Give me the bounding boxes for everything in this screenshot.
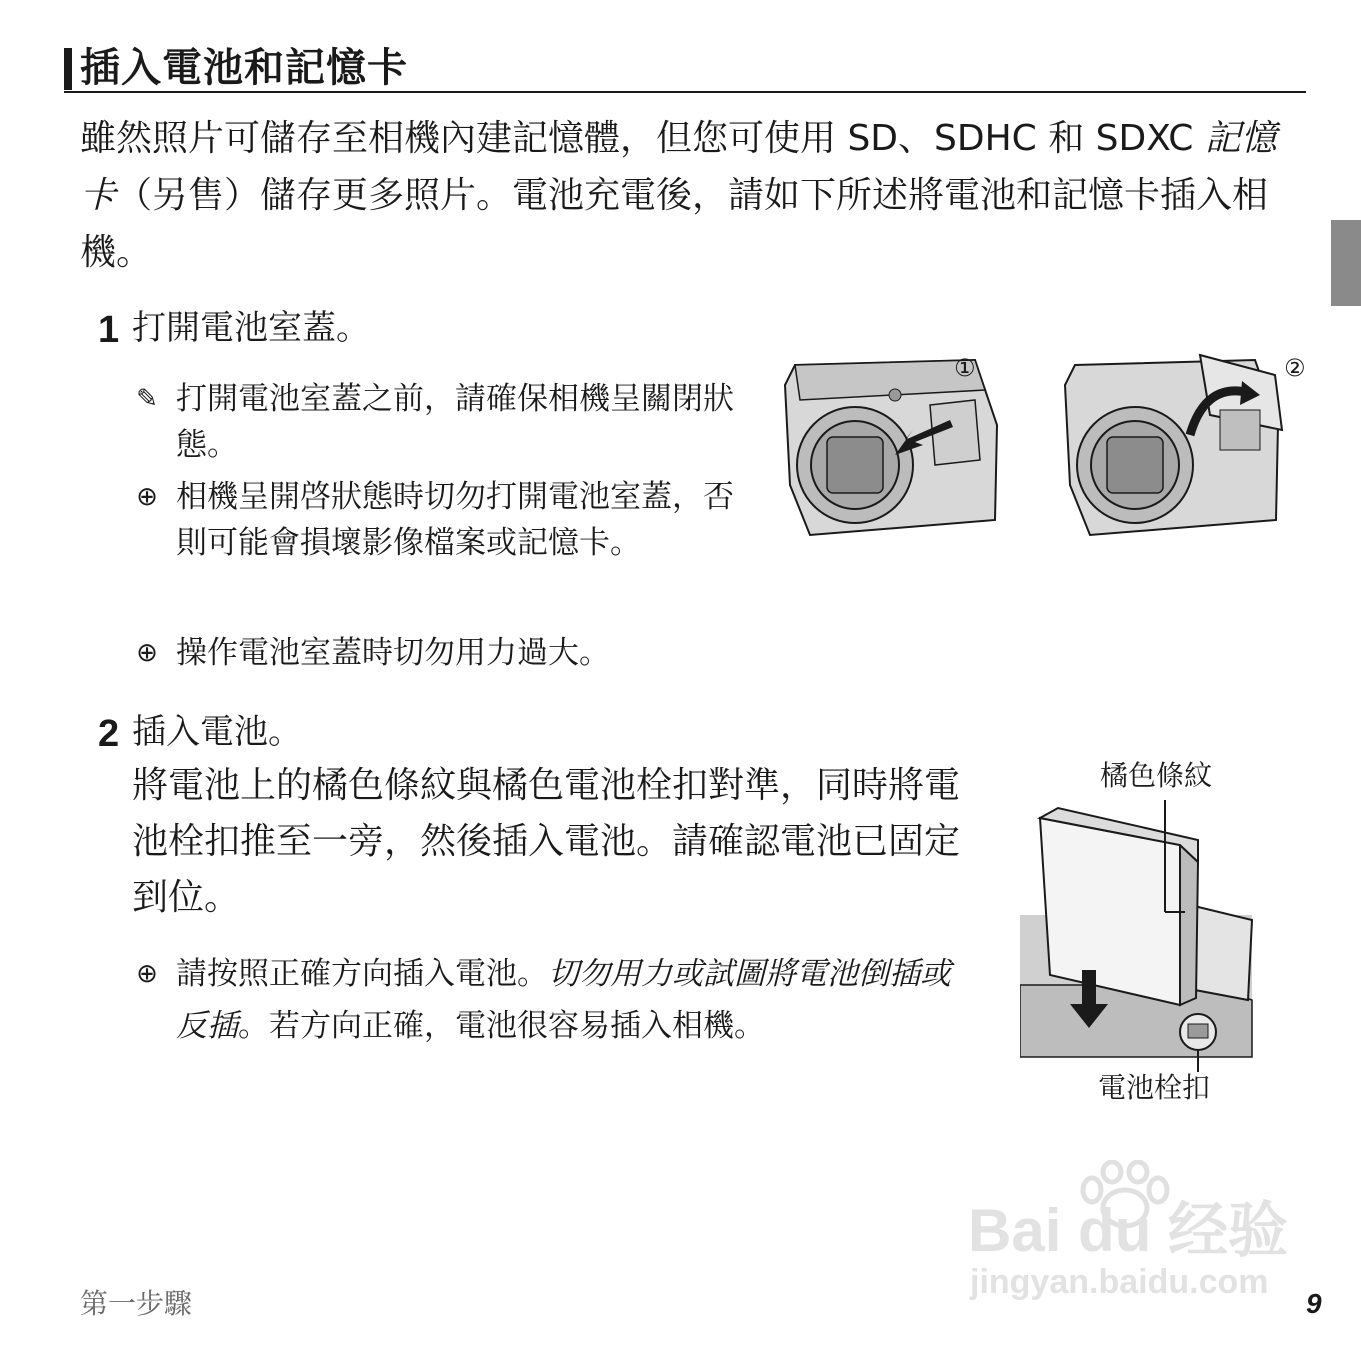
step2-note-emphasis: 切勿用力或試圖將電池倒插或反插 [176,956,951,1044]
battery-insertion-illustration [1020,800,1260,1072]
step2-note-part1: 請按照正確方向插入電池。 [176,956,548,992]
heading-bar [64,48,72,90]
step2-title: 插入電池。 [132,712,302,752]
caution-icon: ⊕ [136,638,158,668]
step2-body: 將電池上的橘色條紋與橘色電池栓扣對準，同時將電池栓扣推至一旁，然後插入電池。請確認電池已固定到位。 [132,765,961,918]
heading-rule [64,91,1306,93]
page-title: 插入電池和記憶卡 [80,45,408,91]
step2-number: 2 [98,713,120,755]
step2-note [176,948,976,1052]
intro-paragraph [80,110,1310,281]
step1-title: 打開電池室蓋。 [132,308,370,348]
camera-closed-illustration [775,345,1015,545]
camera-open-illustration [1060,345,1310,545]
watermark-url: jingyan.baidu.com [970,1263,1269,1301]
step1-note-1: 打開電池室蓋之前，請確保相機呈關閉狀態。 [176,381,734,463]
chapter-tab [1331,220,1361,306]
label-battery-latch: 電池栓扣 [1098,1071,1211,1104]
step1-note-3: 操作電池室蓋時切勿用力過大。 [176,635,610,671]
intro-card-term: 記憶卡 [80,118,1277,216]
watermark-logo: Bai du 经验 [968,1197,1289,1264]
step1-number: 1 [98,309,120,351]
caution-icon: ⊕ [136,959,158,989]
page-number: 9 [1306,1288,1322,1319]
label-orange-stripe: 橘色條紋 [1100,759,1213,792]
caution-icon: ⊕ [136,482,158,512]
intro-part1: 雖然照片可儲存至相機內建記憶體，但您可使用 SD、SDHC 和 SDXC [80,118,1205,159]
figure-label-2: ② [1284,354,1306,382]
intro-part2: （另售）儲存更多照片。電池充電後，請如下所述將電池和記憶卡插入相機。 [80,175,1269,273]
memo-icon: ✎ [136,384,158,414]
figure-label-1: ① [954,354,976,382]
step2-note-part2: 。若方向正確，電池很容易插入相機。 [238,1008,765,1044]
footer-section-title: 第一步驟 [80,1287,193,1320]
step1-note-2: 相機呈開啓狀態時切勿打開電池室蓋，否則可能會損壞影像檔案或記憶卡。 [176,479,734,561]
